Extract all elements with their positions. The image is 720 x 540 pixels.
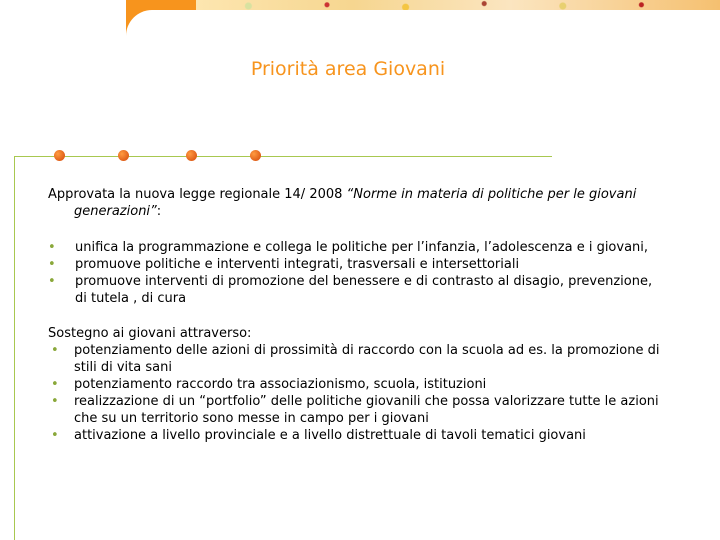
slide-body bbox=[48, 186, 668, 444]
vertical-rule bbox=[14, 156, 15, 540]
section-heading: Sostegno ai giovani attraverso: bbox=[48, 326, 252, 341]
list-item: • attivazione a livello provinciale e a livello distrettuale di tavoli tematici giovani bbox=[48, 427, 668, 444]
support-actions-list bbox=[48, 342, 668, 444]
orange-dot-icon bbox=[54, 150, 65, 161]
list-item: • promuove politiche e interventi integrati, trasversali e intersettoriali bbox=[48, 256, 668, 273]
intro-suffix: : bbox=[156, 204, 162, 219]
intro-paragraph bbox=[48, 186, 668, 220]
list-item: • potenziamento delle azioni di prossimità di raccordo con la scuola ad es. la promozione di stili di vita sani bbox=[48, 342, 668, 376]
list-item: • promuove interventi di promozione del benessere e di contrasto al disagio, prevenzione, di tutela , di cura bbox=[48, 273, 668, 307]
list-item: • potenziamento raccordo tra associazionismo, scuola, istituzioni bbox=[48, 376, 668, 393]
slide-title bbox=[0, 58, 696, 80]
horizontal-rule bbox=[14, 156, 552, 157]
orange-dot-icon bbox=[118, 150, 129, 161]
law-title: “Norme in materia di politiche per le giovani generazioni” bbox=[74, 187, 637, 219]
orange-dot-icon bbox=[250, 150, 261, 161]
intro-prefix: Approvata la nuova legge regionale 14/ 2008 bbox=[48, 187, 347, 202]
law-features-list bbox=[48, 239, 668, 307]
header-banner bbox=[126, 0, 720, 36]
list-item: • unifica la programmazione e collega le politiche per l’infanzia, l’adolescenza e i giovani, bbox=[48, 239, 668, 256]
list-item: • realizzazione di un “portfolio” delle politiche giovanili che possa valorizzare tutte le azioni che su un territorio sono messe in campo per i giovani bbox=[48, 393, 668, 427]
slide-title-text: Priorità area Giovani bbox=[250, 58, 446, 80]
orange-dot-icon bbox=[186, 150, 197, 161]
banner-curve bbox=[126, 10, 720, 36]
